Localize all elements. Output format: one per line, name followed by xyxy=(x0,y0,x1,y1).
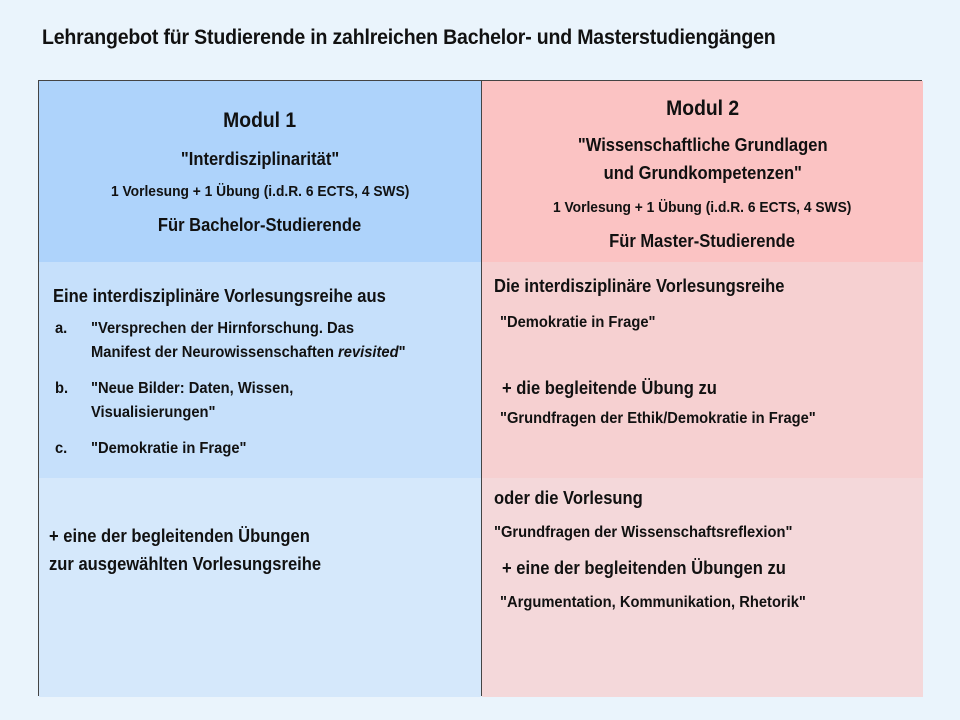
modul2-exercise2-name: "Argumentation, Kommunikation, Rhetorik" xyxy=(500,594,806,611)
list-item-line: "Demokratie in Frage" xyxy=(91,440,247,457)
list-item-line: Visualisierungen" xyxy=(91,404,216,421)
modul2-audience: Für Master-Studierende xyxy=(609,231,796,251)
modul2-series-cell xyxy=(482,262,923,478)
modul1-exercise-line: zur ausgewählten Vorlesungsreihe xyxy=(49,554,322,574)
modul1-header-cell xyxy=(39,81,481,262)
modul2-alternative-cell xyxy=(482,478,923,697)
list-item-line: "Versprechen der Hirnforschung. Das xyxy=(91,320,355,337)
modul1-exercise-cell xyxy=(39,478,481,697)
list-item-letter: a. xyxy=(55,320,68,337)
list-item-letter: c. xyxy=(55,440,68,457)
modul1-exercise-line: + eine der begleitenden Übungen xyxy=(49,526,310,546)
modul1-series-cell xyxy=(39,262,481,478)
modul2-exercise2-intro: + eine der begleitenden Übungen zu xyxy=(502,558,786,578)
modul2-series-intro: Die interdisziplinäre Vorlesungsreihe xyxy=(494,276,785,296)
modul2-header-cell xyxy=(482,81,923,262)
modul2-exercise1-intro: + die begleitende Übung zu xyxy=(502,378,717,398)
modul2-heading: Modul 2 xyxy=(666,97,739,120)
list-item-line: "Neue Bilder: Daten, Wissen, xyxy=(91,380,294,397)
list-item-line: Manifest der Neurowissenschaften revisited" xyxy=(91,344,406,361)
modul2-series-name: "Demokratie in Frage" xyxy=(500,314,656,331)
modul2-name: und Grundkompetenzen" xyxy=(603,163,802,183)
page-title: Lehrangebot für Studierende in zahlreichen Bachelor- und Masterstudiengängen xyxy=(42,26,776,49)
modul2-exercise1-name: "Grundfragen der Ethik/Demokratie in Frage" xyxy=(500,410,816,427)
modul1-name: "Interdisziplinarität" xyxy=(180,149,340,169)
modul1-intro: Eine interdisziplinäre Vorlesungsreihe aus xyxy=(53,286,386,306)
modul2-name: "Wissenschaftliche Grundlagen xyxy=(577,135,828,155)
modul2-workload: 1 Vorlesung + 1 Übung (i.d.R. 6 ECTS, 4 SWS) xyxy=(553,199,852,216)
module-table xyxy=(38,80,922,696)
modul2-alt-intro: oder die Vorlesung xyxy=(494,488,643,508)
modul2-alt-name: "Grundfragen der Wissenschaftsreflexion" xyxy=(494,524,793,541)
modul1-heading: Modul 1 xyxy=(223,109,297,132)
list-item-letter: b. xyxy=(55,380,69,397)
modul1-workload: 1 Vorlesung + 1 Übung (i.d.R. 6 ECTS, 4 SWS) xyxy=(110,183,410,200)
modul1-audience: Für Bachelor-Studierende xyxy=(158,215,362,235)
